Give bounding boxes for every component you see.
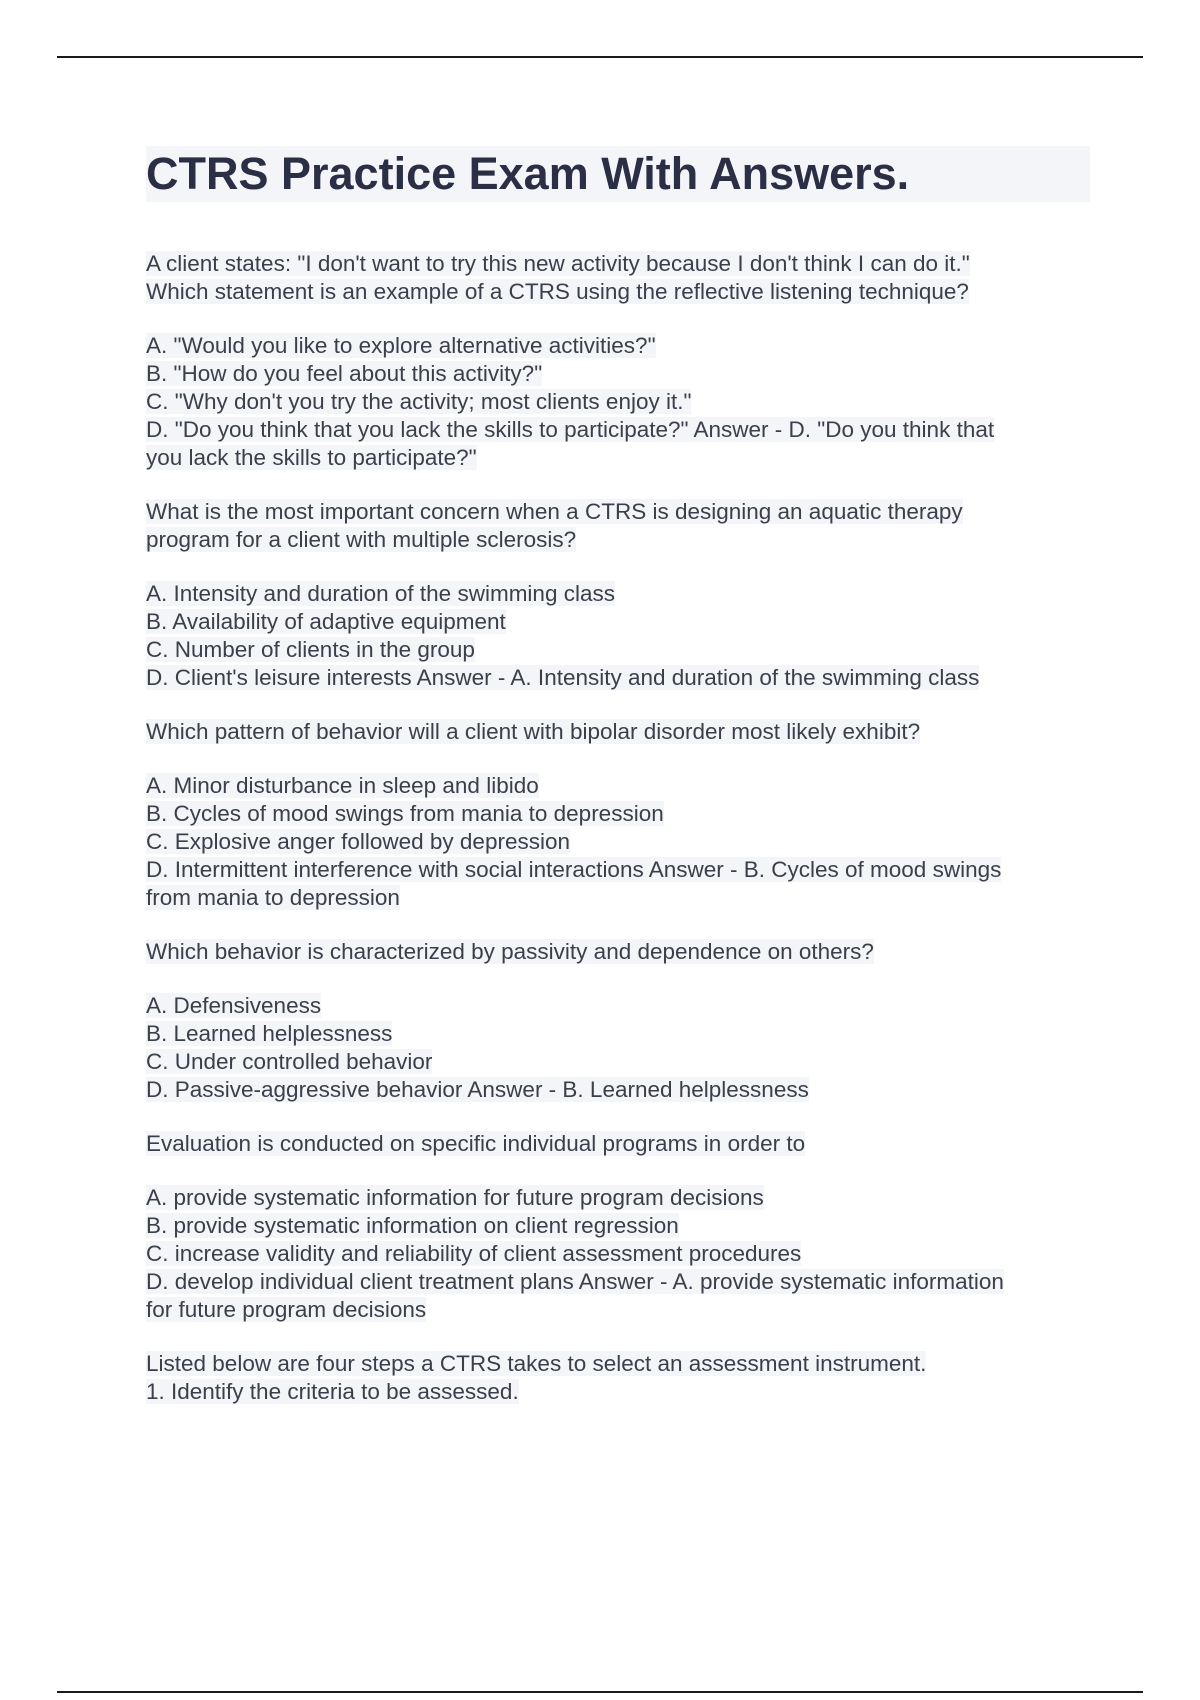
document-page xyxy=(146,146,1090,1432)
question-4-options xyxy=(146,992,1090,1104)
question-4-option-c: C. Under controlled behavior xyxy=(146,1049,433,1074)
question-4-option-d: D. Passive-aggressive behavior Answer - B. Learned helplessness xyxy=(146,1077,809,1102)
question-3-option-b: B. Cycles of mood swings from mania to depression xyxy=(146,801,664,826)
question-2-option-a: A. Intensity and duration of the swimming class xyxy=(146,581,615,606)
question-5-option-d: D. develop individual client treatment plans Answer - A. provide systematic information xyxy=(146,1269,1004,1294)
question-3-option-c: C. Explosive anger followed by depression xyxy=(146,829,570,854)
document-title: CTRS Practice Exam With Answers. xyxy=(146,146,1090,202)
question-5-stem xyxy=(146,1130,1090,1158)
question-2-stem-line-1: What is the most important concern when a CTRS is designing an aquatic therapy xyxy=(146,499,963,524)
question-2-options xyxy=(146,580,1090,692)
question-1-option-a: A. "Would you like to explore alternative activities?" xyxy=(146,333,656,358)
question-1-stem xyxy=(146,250,1090,306)
question-6-step-1: 1. Identify the criteria to be assessed. xyxy=(146,1379,519,1404)
question-5-stem-line-1: Evaluation is conducted on specific individual programs in order to xyxy=(146,1131,806,1156)
question-3-stem-line-1: Which pattern of behavior will a client with bipolar disorder most likely exhibit? xyxy=(146,719,921,744)
top-rule xyxy=(57,56,1143,58)
question-list xyxy=(146,250,1090,1406)
question-3-options xyxy=(146,772,1090,912)
question-5-answer-continued: for future program decisions xyxy=(146,1297,427,1322)
question-3-answer-continued: from mania to depression xyxy=(146,885,400,910)
question-2-stem xyxy=(146,498,1090,554)
question-3-option-d: D. Intermittent interference with social interactions Answer - B. Cycles of mood swings xyxy=(146,857,1002,882)
question-1-options xyxy=(146,332,1090,472)
question-4-option-b: B. Learned helplessness xyxy=(146,1021,393,1046)
bottom-rule xyxy=(57,1691,1143,1693)
question-1-answer-continued: you lack the skills to participate?" xyxy=(146,445,477,470)
question-3-option-a: A. Minor disturbance in sleep and libido xyxy=(146,773,539,798)
question-2-option-d: D. Client's leisure interests Answer - A. Intensity and duration of the swimming class xyxy=(146,665,980,690)
question-2-option-b: B. Availability of adaptive equipment xyxy=(146,609,506,634)
question-1-option-d: D. "Do you think that you lack the skills to participate?" Answer - D. "Do you think that xyxy=(146,417,995,442)
question-5-option-a: A. provide systematic information for future program decisions xyxy=(146,1185,764,1210)
question-1-option-b: B. "How do you feel about this activity?" xyxy=(146,361,543,386)
question-2-stem-line-2: program for a client with multiple sclerosis? xyxy=(146,527,577,552)
question-6-stem xyxy=(146,1350,1090,1406)
question-3-stem xyxy=(146,718,1090,746)
question-6-stem-line-1: Listed below are four steps a CTRS takes to select an assessment instrument. xyxy=(146,1351,927,1376)
question-4-option-a: A. Defensiveness xyxy=(146,993,322,1018)
question-5-option-c: C. increase validity and reliability of client assessment procedures xyxy=(146,1241,802,1266)
question-4-stem-line-1: Which behavior is characterized by passivity and dependence on others? xyxy=(146,939,874,964)
question-1-stem-line-2: Which statement is an example of a CTRS using the reflective listening technique? xyxy=(146,279,969,304)
question-1-stem-line-1: A client states: "I don't want to try this new activity because I don't think I can do it." xyxy=(146,251,970,276)
question-4-stem xyxy=(146,938,1090,966)
question-1-option-c: C. "Why don't you try the activity; most clients enjoy it." xyxy=(146,389,692,414)
question-2-option-c: C. Number of clients in the group xyxy=(146,637,475,662)
question-5-option-b: B. provide systematic information on client regression xyxy=(146,1213,679,1238)
question-5-options xyxy=(146,1184,1090,1324)
